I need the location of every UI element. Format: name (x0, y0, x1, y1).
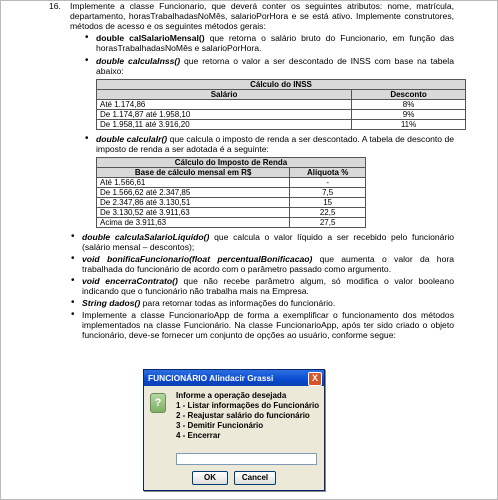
question-icon: ? (150, 393, 166, 413)
method-list (70, 33, 454, 228)
ir-table (96, 157, 366, 228)
method-bonificafuncionario: • void bonificaFuncionario(float percentualBonificacao) que aumenta o valor da hora trabalhada do funcionário de acordo com o parâmetro passado como argumento. (70, 254, 454, 274)
method-encerracontrato: • void encerraContrato() que não recebe parâmetro algum, só modifica o valor booleano indicando que o funcionário não trabalha mais na Empresa. (70, 276, 454, 296)
table-row: Até 1.174,86 8% (97, 100, 466, 110)
table-row: De 1.958,11 até 3.916,20 11% (97, 120, 466, 130)
ir-header-aliquota: Alíquota % (290, 168, 366, 178)
table-row: Acima de 3.911,63 27,5 (97, 218, 366, 228)
method-calculair: • double calculaIr() que calcula o imposto de renda a ser descontado. A tabela de desconto de imposto de renda a ser adotada é a seguinte: (84, 134, 454, 154)
ir-table-title: Cálculo do Imposto de Renda (97, 158, 366, 168)
funcionario-dialog (143, 369, 325, 491)
table-row: De 1.566,62 até 2.347,85 7,5 (97, 188, 366, 198)
option-input[interactable] (176, 453, 317, 465)
dialog-title: FUNCIONÁRIO Alindacir Grassi (148, 373, 274, 383)
cancel-button[interactable]: Cancel (234, 471, 276, 485)
inss-header-desconto: Desconto (352, 90, 466, 100)
method-calculainss: • double calculaInss() que retorna o valor a ser descontado de INSS com base na tabela abaixo: (84, 56, 454, 76)
method-dados: • String dados() para retornar todas as informações do funcionário. (70, 298, 454, 308)
method-calsalariomensal: • double calSalarioMensal() que retorna o salário bruto do Funcionario, em função das horasTrabalhadasNoMês e salarioPorHora. (84, 33, 454, 53)
table-row: De 3.130,52 até 3.911,63 22,5 (97, 208, 366, 218)
inss-table (96, 79, 466, 130)
final-bullet: • Implemente a classe FuncionarioApp de forma a exemplificar o funcionamento dos métodos implementados na classe Funcionário. Na classe FuncionarioApp, após ter sido criado o objeto funcionário, deve-se fornecer um conjunto de opções ao usuário, conforme segue: (70, 310, 454, 340)
table-row: De 2.347,86 até 3.130,51 15 (97, 198, 366, 208)
dialog-message: Informe a operação desejada 1 - Listar informações do Funcionário 2 - Reajustar salário do funcionário 3 - Demitir Funcionário 4 - Encerrar (176, 391, 320, 440)
close-icon[interactable]: X (308, 372, 322, 386)
ir-header-base: Base de cálculo mensal em R$ (97, 168, 290, 178)
inss-table-title: Cálculo do INSS (97, 80, 466, 90)
document-body (70, 1, 454, 340)
inss-header-salario: Salário (97, 90, 352, 100)
table-row: Até 1.566,61 - (97, 178, 366, 188)
item-number: 16. (49, 1, 61, 11)
method-calculasalarioliquido: • double calculaSalarioLiquido() que calcula o valor líquido a ser recebido pelo funcionário (salário mensal – descontos); (70, 232, 454, 252)
ok-button[interactable]: OK (192, 471, 228, 485)
dialog-title-bar (144, 370, 324, 386)
intro-paragraph: Implemente a classe Funcionario, que deverá conter os seguintes atributos: nome, matrícula, departamento, horasTrabalhadasNoMês, salarioPorHora e se está ativo. Implemente construtores, métodos de acesso e os seguintes métodos gerais: (70, 1, 454, 31)
table-row: De 1.174,87 até 1.958,10 9% (97, 110, 466, 120)
